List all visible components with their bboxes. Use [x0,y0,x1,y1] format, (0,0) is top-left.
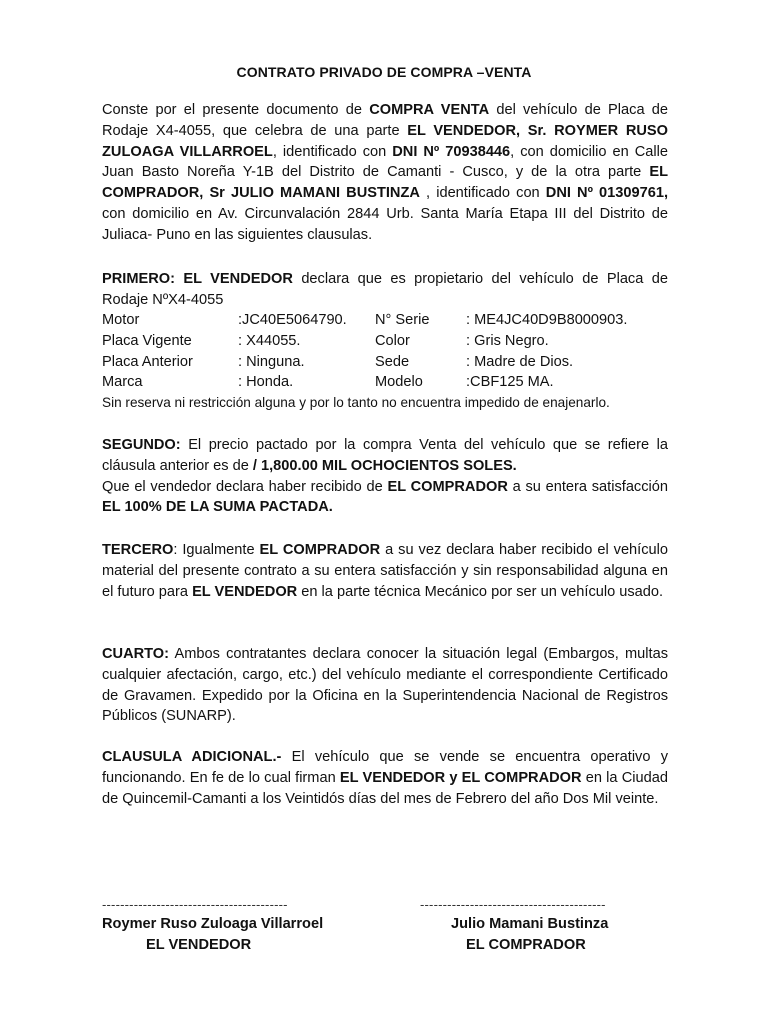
spec-label: Modelo [375,374,423,391]
cuarto-label: CUARTO: [102,646,170,662]
tercero-text-2: a su vez declara haber recibido el vehículo material del presente contrato a su entera satisfacción y sin responsabilidad alguna en el futuro para [102,542,669,600]
tercero-bold-buyer: EL COMPRADOR [259,542,381,558]
spec-label: Sede [375,353,410,370]
segundo-clause [102,435,668,518]
adicional-label: CLAUSULA ADICIONAL.- [102,749,282,765]
spec-value: :CBF125 MA. [466,374,554,391]
adicional-text-1: El vehículo que se vende se encuentra operativo y funcionando. En fe de lo cual firman [102,749,668,786]
buyer-role: EL COMPRADOR [466,937,586,953]
intro-bold-1: COMPRA VENTA [369,102,490,118]
primero-label: PRIMERO: [102,271,175,287]
cuarto-clause [102,644,668,727]
vehicle-specs-table [102,310,668,414]
segundo-bold-percent: EL 100% DE LA SUMA PACTADA. [102,499,333,516]
primero-bold-seller: EL VENDEDOR [183,271,293,287]
spec-value: :JC40E5064790. [238,312,347,328]
buyer-name: Julio Mamani Bustinza [451,916,609,932]
primero-text: declara que es propietario del vehículo de Placa de Rodaje NºX4-4055 [102,271,668,308]
spec-footer-text: Sin reserva ni restricción alguna y por lo tanto no encuentra impedido de enajenarlo. [102,395,610,411]
spec-row [102,310,668,331]
intro-bold-seller: EL VENDEDOR, Sr. ROYMER RUSO ZULOAGA VILLARROEL [102,122,668,160]
document-title: CONTRATO PRIVADO DE COMPRA –VENTA [236,64,532,80]
cuarto-text: Ambos contratantes declara conocer la situación legal (Embargos, multas cualquier afectación, cargo, etc.) del vehículo mediante el correspondiente Certificado de Gravamen. Expedido por la Oficina en la Superintendencia Nacional de Registros Públicos (SUNARP). [102,646,668,725]
seller-name: Roymer Ruso Zuloaga Villarroel [102,916,324,932]
segundo-bold-buyer: EL COMPRADOR [387,478,508,495]
intro-bold-buyer: EL COMPRADOR, Sr JULIO MAMANI BUSTINZA [102,164,668,202]
intro-bold-buyer-dni: DNI Nº 01309761, [545,185,668,202]
tercero-bold-seller: EL VENDEDOR [192,583,298,600]
adicional-clause [102,747,668,809]
spec-value: : Ninguna. [238,353,305,370]
adicional-text-2: en la Ciudad de Quincemil-Camanti a los Veintidós días del mes de Febrero del año Dos Mil veinte. [102,769,668,807]
seller-role: EL VENDEDOR [146,937,252,953]
intro-paragraph [102,100,668,246]
tercero-clause [102,540,668,602]
intro-text-5: , identificado con [419,185,546,202]
intro-text-4: , con domicilio en Calle Juan Basto Noreña Y-1B del Distrito de Camanti - Cusco, y de la otra parte [102,143,668,181]
spec-footer [102,393,668,414]
spec-row [102,352,668,373]
segundo-text-3: a su entera satisfacción [507,478,669,495]
spec-row [102,372,668,393]
buyer-signature-line: ----------------------------------------- [420,897,606,912]
spec-label: Motor [102,312,140,328]
spec-label: Color [375,332,410,349]
spec-value: : Gris Negro. [466,332,549,349]
segundo-bold-price: / 1,800.00 MIL OCHOCIENTOS SOLES. [252,457,517,474]
tercero-label: TERCERO [102,542,174,558]
intro-bold-seller-dni: DNI Nº 70938446 [392,143,511,160]
tercero-text-1: : Igualmente [173,542,260,558]
spec-value: : Madre de Dios. [466,353,574,370]
intro-text-1: Conste por el presente documento de [102,102,370,118]
spec-row [102,331,668,352]
spec-value: : ME4JC40D9B8000903. [466,312,628,328]
spec-label: Marca [102,374,143,391]
spec-label: Placa Vigente [102,332,192,349]
segundo-text-2: Que el vendedor declara haber recibido de [102,478,388,495]
adicional-bold-parties: EL VENDEDOR y EL COMPRADOR [339,769,582,786]
intro-text-6: con domicilio en Av. Circunvalación 2844 Urb. Santa María Etapa III del Distrito de Juliaca- Puno en las siguientes clausulas. [102,205,668,243]
spec-label: Placa Anterior [102,353,193,370]
intro-text-2: del vehículo de Placa de Rodaje X4-4055, que celebra de una parte [102,102,669,139]
segundo-text-1: El precio pactado por la compra Venta del vehículo que se refiere la cláusula anterior es de [102,437,668,474]
spec-value: : X44055. [238,332,301,349]
intro-text-3: , identificado con [272,143,393,160]
primero-clause [102,269,668,311]
spec-value: : Honda. [238,374,294,391]
spec-label: N° Serie [375,312,430,328]
segundo-label: SEGUNDO: [102,437,181,453]
seller-signature-line: ----------------------------------------- [102,897,288,912]
tercero-text-3: en la parte técnica Mecánico por ser un vehículo usado. [297,583,664,600]
